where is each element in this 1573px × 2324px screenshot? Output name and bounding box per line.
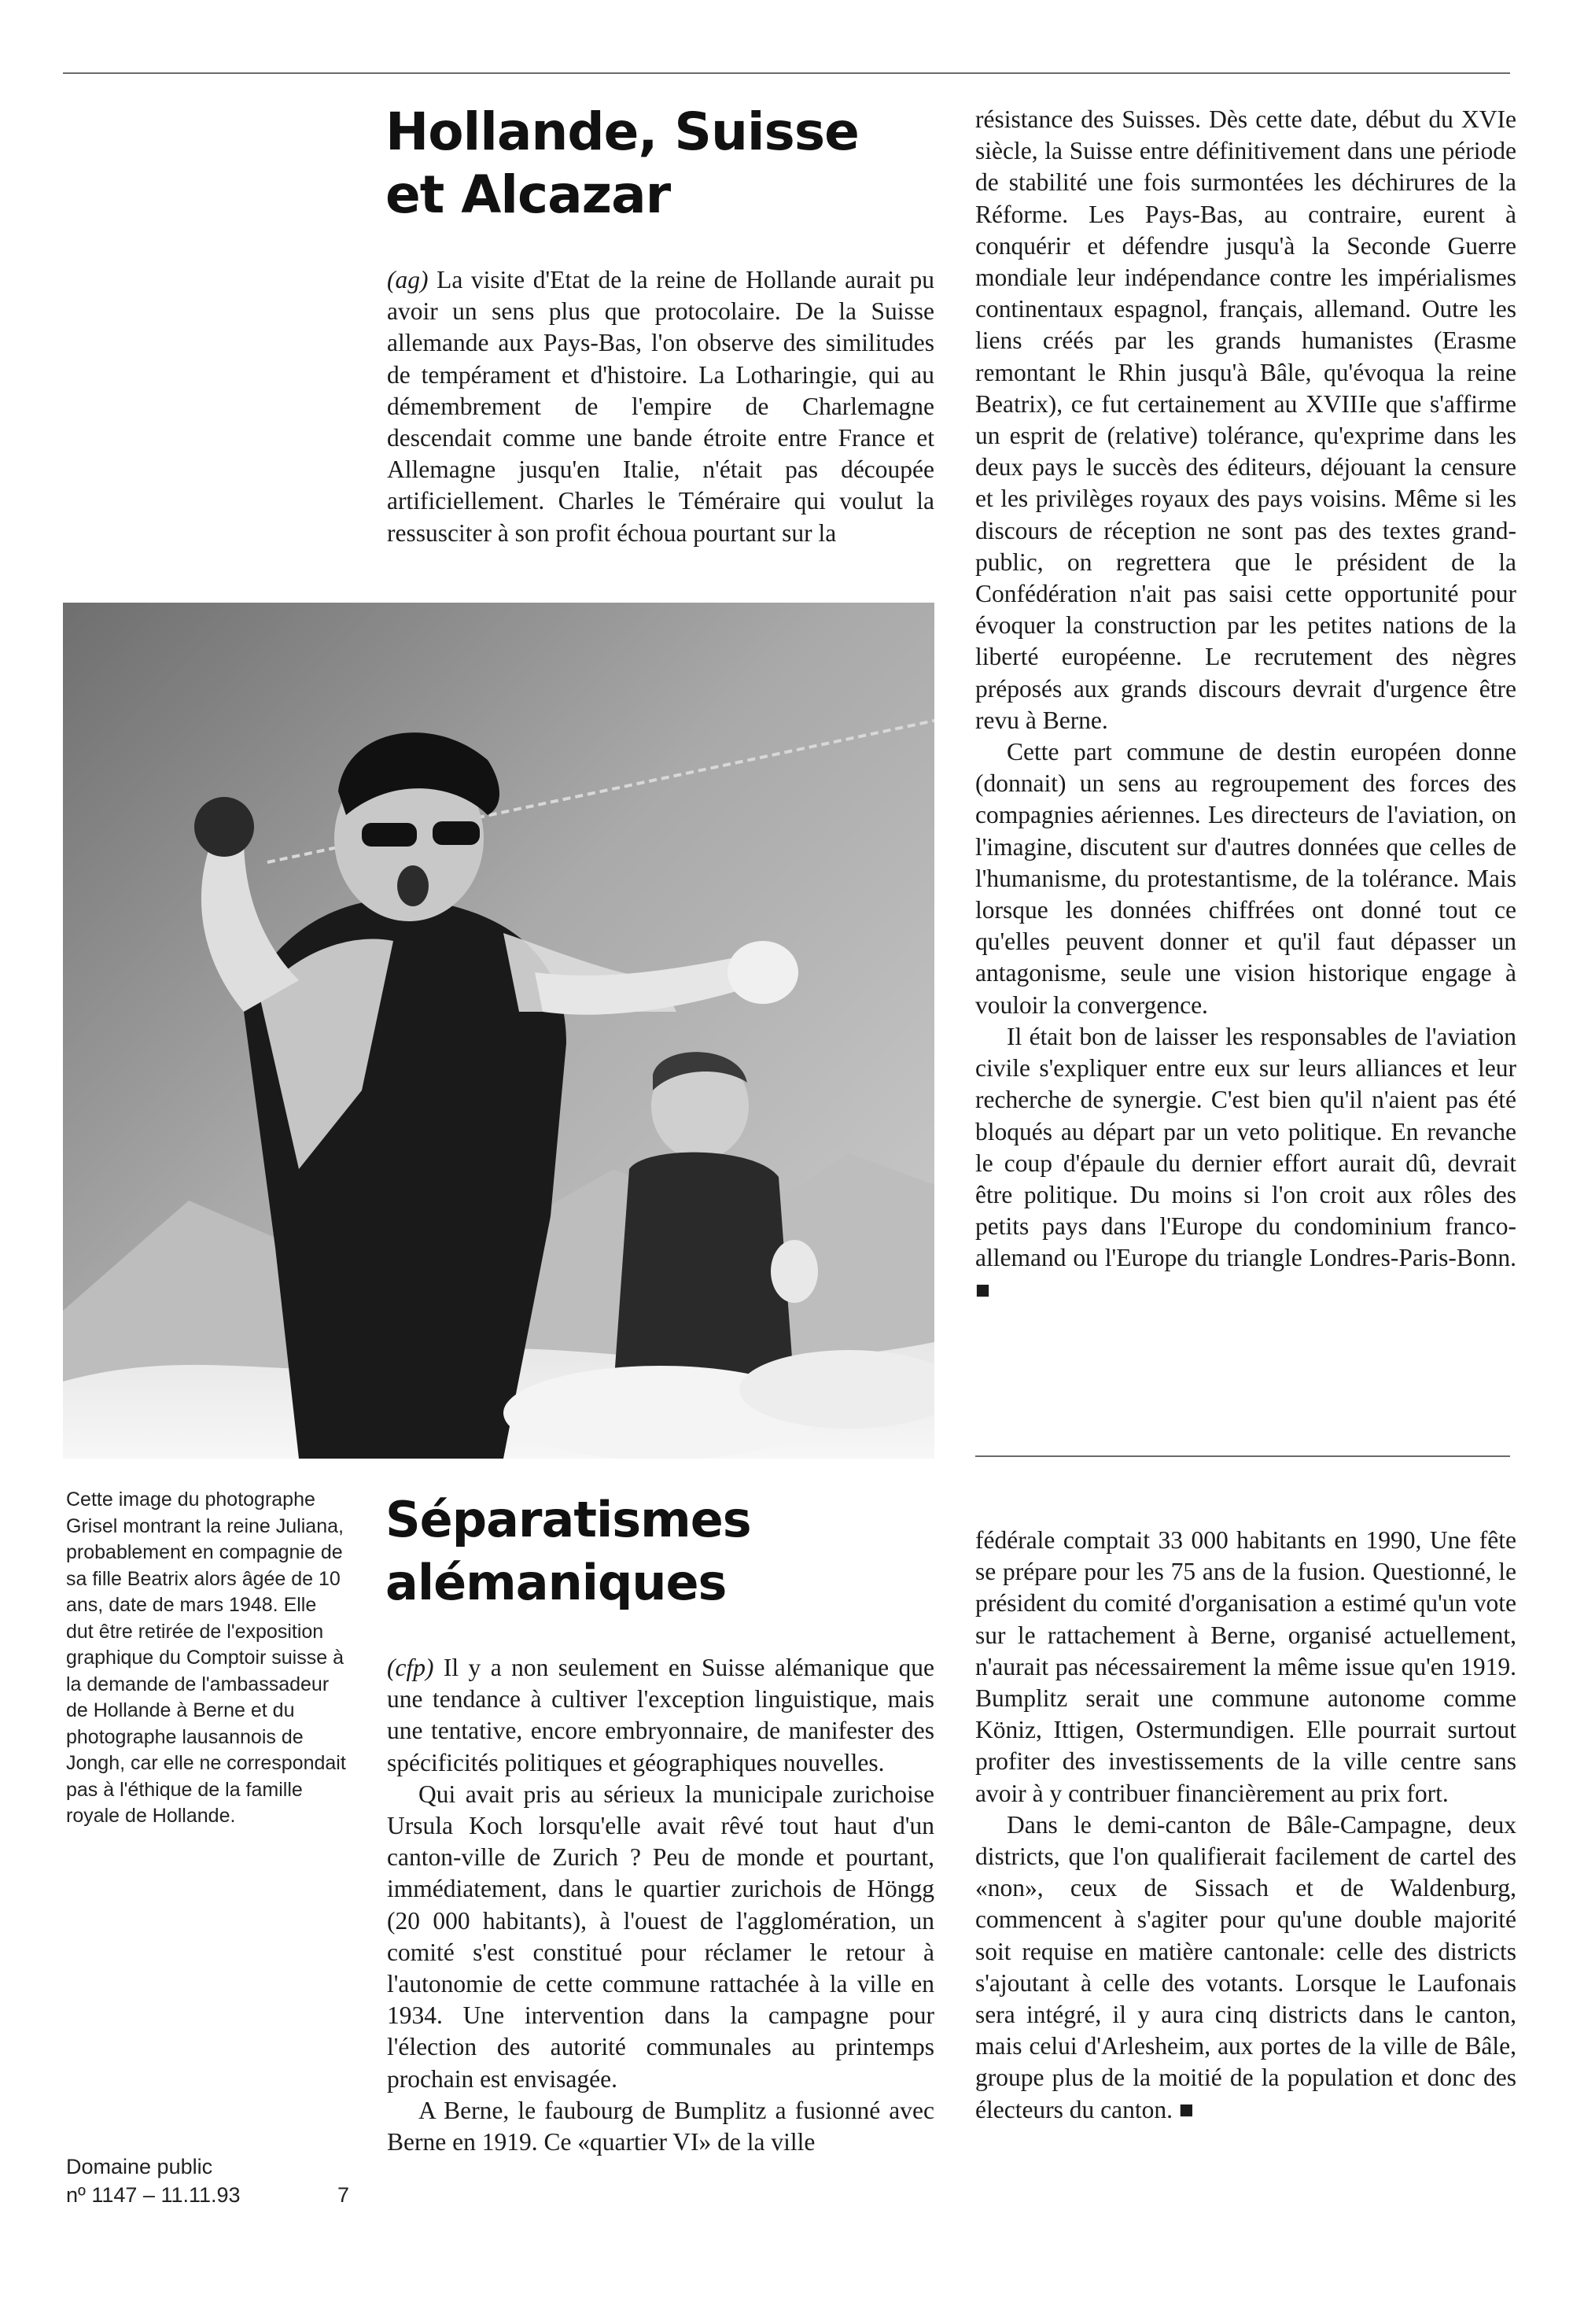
article-paragraph: Cette part commune de destin européen donne (donnait) un sens au regroupement des forces des compagnies aériennes. Les directeurs de l'aviation, on l'imagine, discutent sur d'autres données que celles de l'humanisme, du protestantisme, de la tolérance. Mais lorsque les données chiffrées ont donné tout ce qu'elles peuvent donner et qu'il faut dépasser un antagonisme, seule une vision historique engage à vouloir la convergence. <box>975 738 1516 1019</box>
article-title-line1: Hollande, Suisse <box>385 101 859 162</box>
byline: (ag) <box>387 266 429 293</box>
article-paragraph: A Berne, le faubourg de Bumplitz a fusionné avec Berne en 1919. Ce «quartier VI» de la ville <box>387 2096 934 2156</box>
article-body-column-2 <box>975 1525 1516 2126</box>
article-paragraph: fédérale comptait 33 000 habitants en 1990, Une fête se prépare pour les 75 ans de la fusion. Questionné, le président du comité d'organisation a estimé qu'un vote sur le rattachement à Berne, organisé actuellement, n'aurait pas nécessairement la même issue qu'en 1919. Bumplitz serait une commune autonome comme Köniz, Ittigen, Ostermundigen. Elle pourrait surtout profiter des investissements de la ville centre sans avoir à y contribuer financièrement au prix fort. <box>975 1526 1516 1807</box>
page-number: 7 <box>337 2183 349 2207</box>
article-paragraph: Dans le demi-canton de Bâle-Campagne, deux districts, que l'on qualifierait facilement de cartel des «non», ceux de Sissach et de Waldenburg, commencent à s'agiter pour qu'une double majorité soit requise en matière cantonale: celle des districts s'ajoutant à celle des votants. Lorsque le Laufonais sera intégré, il y aura cinq districts dans le canton, mais celui d'Arlesheim, aux portes de la ville de Bâle, groupe plus de la moitié de la population et donc des électeurs du canton. ■ <box>975 1810 1516 2123</box>
footer <box>66 2152 365 2209</box>
article-paragraph: Qui avait pris au sérieux la municipale zurichoise Ursula Koch lorsqu'elle avait rêvé tout haut d'un canton-ville de Zurich ? Peu de monde et pourtant, immédiatement, dans le quartier zurichois de Höngg (20 000 habitants), à l'ouest de l'agglomération, un comité s'est constitué pour réclamer le retour à l'autonomie de cette commune rattachée à la ville en 1934. Une intervention dans la campagne pour l'élection des autorité communales au printemps prochain est envisagée. <box>387 1780 934 2093</box>
article-title <box>385 101 873 227</box>
article-paragraph: résistance des Suisses. Dès cette date, début du XVIe siècle, la Suisse entre définitivement dans une période de stabilité une fois surmontées les déchirures de la Réforme. Les Pays-Bas, au contraire, eurent à conquérir et défendre jusqu'à la Seconde Guerre mondiale leur indépendance contre les impérialismes continentaux espagnol, français, allemand. Outre les liens créés par les grands humanistes (Erasme remontant le Rhin jusqu'à Bâle, qu'évoqua la reine Beatrix), ce fut certainement au XVIIIe que s'affirme un esprit de (relative) tolérance, qu'exprime dans les deux pays le succès des éditeurs, déjouant la censure et les privilèges royaux des pays voisins. Même si les discours de réception ne sont pas des textes grand-public, on regrettera que le président de la Confédération n'ait pas saisi cette opportunité pour évoquer la construction par les petites nations de la liberté européenne. Le recrutement des nègres préposés aux grands discours devrait d'urgence être revu à Berne. <box>975 105 1516 734</box>
section-rule <box>975 1455 1510 1457</box>
article-paragraph: Il était bon de laisser les responsables de l'aviation civile s'expliquer entre eux sur leurs alliances et leur recherche de synergie. C'est bien qu'il n'aient pas été bloqués au départ par un veto politique. En revanche le coup d'épaule du dernier effort aurait dû, devrait être politique. Du moins si l'on croit aux rôles des petits pays dans l'Europe du condominium franco-allemand ou l'Europe du triangle Londres-Paris-Bonn. ■ <box>975 1022 1516 1304</box>
photo-caption: Cette image du photographe Grisel montrant la reine Juliana, probablement en compagnie de sa fille Beatrix alors âgée de 10 ans, date de mars 1948. Elle dut être retirée de l'exposition graphique du Comptoir suisse à la demande de l'ambassadeur de Hollande à Berne et du photographe lausannois de Jongh, car elle ne correspondait pas à l'éthique de la famille royale de Hollande. <box>66 1488 346 1827</box>
article-paragraph: (cfp) Il y a non seulement en Suisse alémanique que une tendance à cultiver l'exception linguistique, mais une tentative, encore embryonnaire, de manifester des spécificités politiques et géographiques nouvelles. <box>387 1654 934 1776</box>
photo-queen-juliana-and-beatrix <box>63 603 934 1459</box>
article-title <box>385 1488 920 1614</box>
article-title-line2: et Alcazar <box>385 164 671 225</box>
byline: (cfp) <box>387 1654 434 1681</box>
publication-name: Domaine public <box>66 2155 213 2178</box>
article-paragraph: (ag) La visite d'Etat de la reine de Hollande aurait pu avoir un sens plus que protocolaire. De la Suisse allemande aux Pays-Bas, l'on observe des similitudes de tempérament et d'histoire. La Lotharingie, qui au démembrement de l'empire de Charlemagne descendait comme une bande étroite entre France et Allemagne jusqu'en Italie, n'était pas découpée artificiellement. Charles le Téméraire qui voulut la ressusciter à son profit échoua pourtant sur la <box>387 266 934 547</box>
top-rule <box>63 72 1510 74</box>
article-title-line1: Séparatismes <box>385 1491 751 1548</box>
article-body-column-1 <box>387 1652 934 2158</box>
article-body-column-1 <box>387 264 934 549</box>
article-title-line2: alémaniques <box>385 1554 727 1611</box>
article-body-column-2 <box>975 104 1516 1306</box>
issue-number: nº 1147 – 11.11.93 <box>66 2183 241 2207</box>
